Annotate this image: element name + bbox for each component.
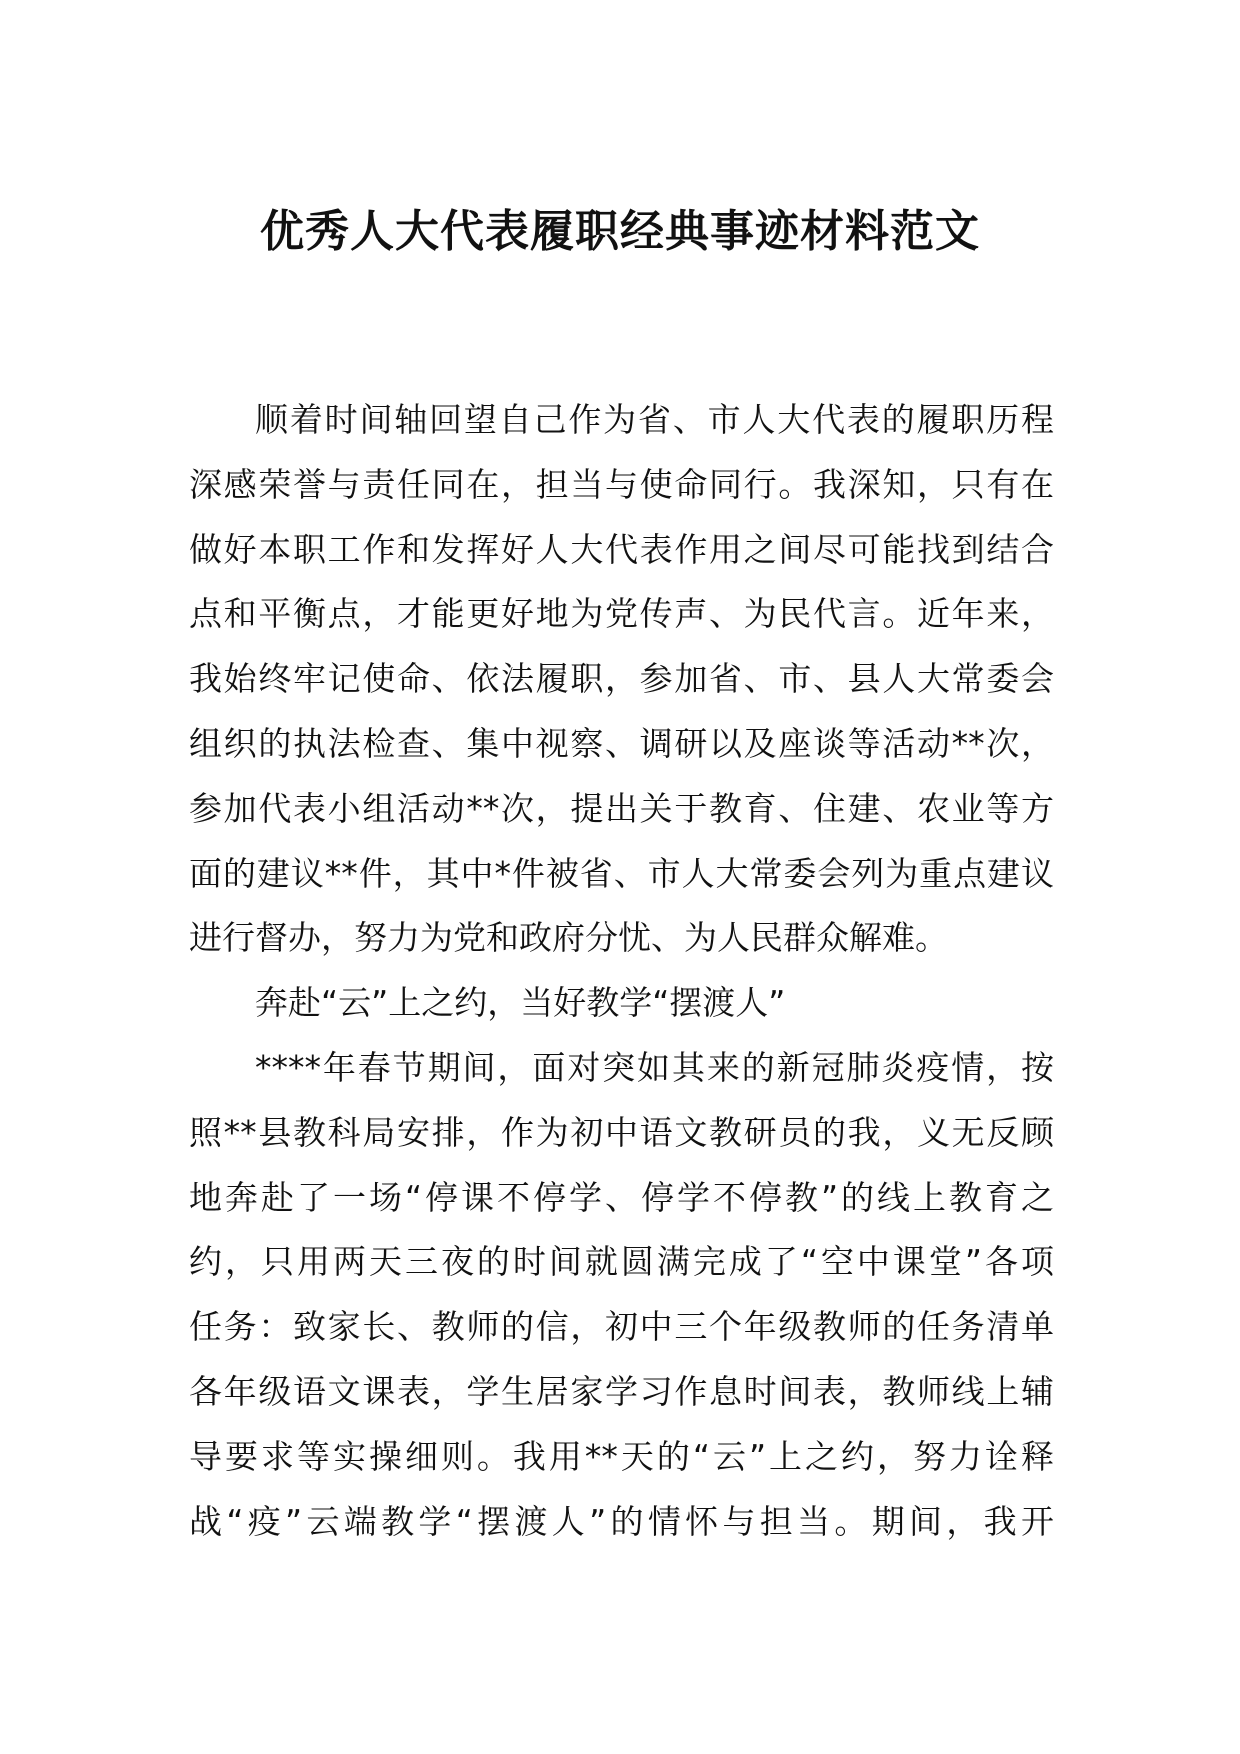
document-body [189, 388, 1054, 1554]
text-line: 我始终牢记使命、依法履职，参加省、市、县人大常委会 [189, 659, 1054, 699]
text-line: 战“疫”云端教学“摆渡人”的情怀与担当。期间，我开 [189, 1501, 1054, 1541]
text-line: 参加代表小组活动**次，提出关于教育、住建、农业等方 [189, 788, 1054, 828]
text-line: 进行督办，努力为党和政府分忧、为人民群众解难。 [189, 918, 948, 958]
paragraph-cloud-teaching [189, 1036, 1054, 1554]
text-line: 点和平衡点，才能更好地为党传声、为民代言。近年来， [189, 594, 1054, 634]
text-line: ****年春节期间，面对突如其来的新冠肺炎疫情，按 [255, 1047, 1054, 1087]
text-line: 照**县教科局安排，作为初中语文教研员的我，义无反顾 [189, 1112, 1054, 1152]
text-line: 深感荣誉与责任同在，担当与使命同行。我深知，只有在 [189, 464, 1054, 504]
text-line: 任务：致家长、教师的信，初中三个年级教师的任务清单 [189, 1307, 1054, 1347]
text-line: 导要求等实操细则。我用**天的“云”上之约，努力诠释 [189, 1436, 1054, 1476]
text-line: 各年级语文课表，学生居家学习作息时间表，教师线上辅 [189, 1371, 1054, 1411]
document-title: 优秀人大代表履职经典事迹材料范文 [260, 206, 980, 257]
text-line: 顺着时间轴回望自己作为省、市人大代表的履职历程 [255, 400, 1054, 439]
paragraph-intro [189, 388, 1054, 971]
text-line: 面的建议**件，其中*件被省、市人大常委会列为重点建议 [189, 853, 1054, 893]
text-line: 做好本职工作和发挥好人大代表作用之间尽可能找到结合 [189, 529, 1054, 569]
section-heading [189, 971, 1054, 1036]
text-line: 地奔赴了一场“停课不停学、停学不停教”的线上教育之 [189, 1177, 1054, 1217]
text-line: 约，只用两天三夜的时间就圆满完成了“空中课堂”各项 [189, 1242, 1054, 1282]
section-heading-text: 奔赴“云”上之约，当好教学“摆渡人” [255, 983, 786, 1023]
text-line: 组织的执法检查、集中视察、调研以及座谈等活动**次， [189, 723, 1054, 763]
